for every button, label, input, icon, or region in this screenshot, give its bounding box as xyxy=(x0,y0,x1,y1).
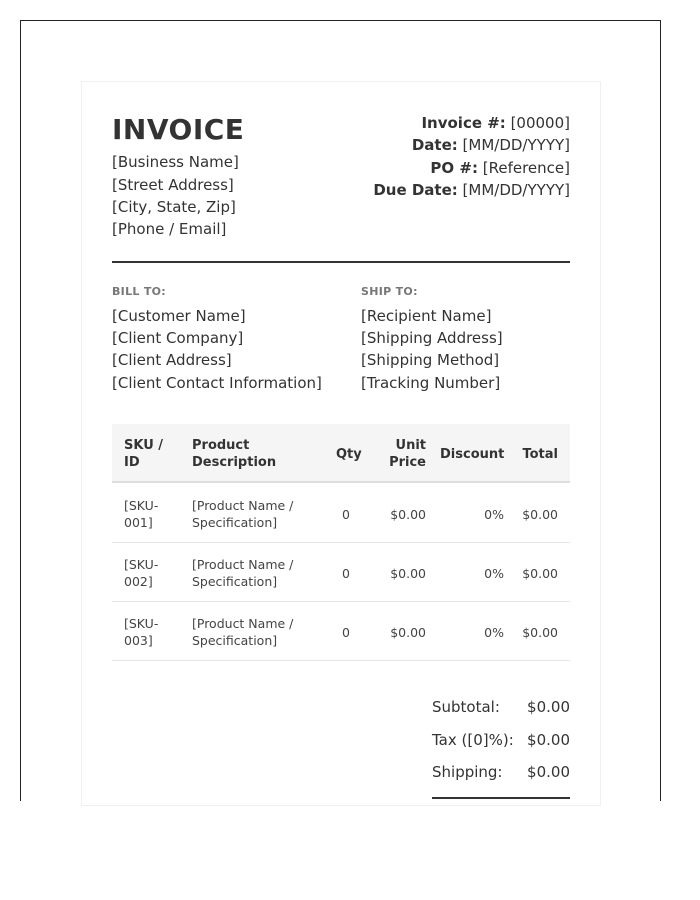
po-number xyxy=(430,159,570,177)
invoice-date-label: Date: xyxy=(411,136,458,154)
ship-to-line: [Shipping Method] xyxy=(361,351,500,369)
subtotal-label: Subtotal: xyxy=(432,698,500,716)
bill-to-line: [Client Address] xyxy=(112,351,232,369)
header-divider xyxy=(112,261,570,263)
invoice-date xyxy=(412,136,570,154)
ship-to-label: SHIP TO: xyxy=(361,285,418,298)
cell-sku: [SKU- 002] xyxy=(124,557,159,589)
cell-qty: 0 xyxy=(342,625,350,640)
po-number-label: PO #: xyxy=(430,159,478,177)
tax-value: $0.00 xyxy=(527,731,570,749)
ship-to-line: [Recipient Name] xyxy=(361,307,492,325)
row-divider xyxy=(112,601,570,602)
cell-discount: 0% xyxy=(484,566,504,581)
business-city: [City, State, Zip] xyxy=(112,198,236,216)
due-date xyxy=(373,181,570,199)
cell-description: [Product Name / Specification] xyxy=(192,498,294,530)
invoice-date-value: [MM/DD/YYYY] xyxy=(462,136,570,154)
due-date-value: [MM/DD/YYYY] xyxy=(462,181,570,199)
invoice-title: INVOICE xyxy=(112,113,245,146)
subtotal-value: $0.00 xyxy=(527,698,570,716)
header-description: Product Description xyxy=(192,438,277,470)
cell-total: $0.00 xyxy=(522,625,558,640)
cell-unit-price: $0.00 xyxy=(390,507,426,522)
shipping-label: Shipping: xyxy=(432,763,503,781)
cell-total: $0.00 xyxy=(522,507,558,522)
bill-to-line: [Client Contact Information] xyxy=(112,374,322,392)
due-date-label: Due Date: xyxy=(373,181,458,199)
totals-divider xyxy=(432,797,570,799)
cell-sku: [SKU- 001] xyxy=(124,498,159,530)
cell-discount: 0% xyxy=(484,507,504,522)
tax-label: Tax ([0]%): xyxy=(432,731,514,749)
business-contact: [Phone / Email] xyxy=(112,220,227,238)
header-discount: Discount xyxy=(440,447,505,462)
invoice-number xyxy=(421,114,570,132)
row-divider xyxy=(112,660,570,661)
cell-qty: 0 xyxy=(342,566,350,581)
header-unit-price: Unit Price xyxy=(389,438,426,470)
cell-unit-price: $0.00 xyxy=(390,625,426,640)
cell-discount: 0% xyxy=(484,625,504,640)
cell-description: [Product Name / Specification] xyxy=(192,616,294,648)
header-total: Total xyxy=(522,447,558,462)
business-name: [Business Name] xyxy=(112,153,239,171)
invoice-number-label: Invoice #: xyxy=(421,114,506,132)
cell-qty: 0 xyxy=(342,507,350,522)
business-street: [Street Address] xyxy=(112,176,234,194)
bill-to-line: [Client Company] xyxy=(112,329,244,347)
cell-description: [Product Name / Specification] xyxy=(192,557,294,589)
bill-to-label: BILL TO: xyxy=(112,285,166,298)
po-number-value: [Reference] xyxy=(482,159,570,177)
bill-to-line: [Customer Name] xyxy=(112,307,246,325)
shipping-value: $0.00 xyxy=(527,763,570,781)
row-divider xyxy=(112,542,570,543)
header-qty: Qty xyxy=(336,447,362,462)
invoice-number-value: [00000] xyxy=(510,114,570,132)
header-sku: SKU / ID xyxy=(124,438,164,470)
cell-total: $0.00 xyxy=(522,566,558,581)
ship-to-line: [Tracking Number] xyxy=(361,374,501,392)
ship-to-line: [Shipping Address] xyxy=(361,329,503,347)
cell-sku: [SKU- 003] xyxy=(124,616,159,648)
cell-unit-price: $0.00 xyxy=(390,566,426,581)
